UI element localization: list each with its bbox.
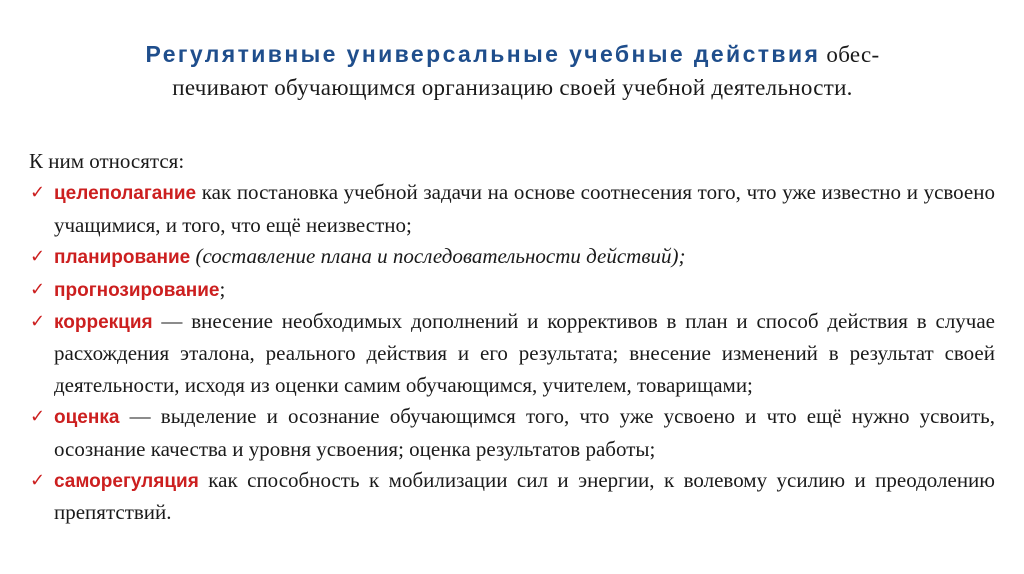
slide-content: [29, 146, 995, 529]
item-text: как способность к мобилизации сил и энергии, к волевому усилию и преодолению препятствий.: [54, 468, 995, 525]
item-text: — выделение и осознание обучающимся того, что уже усвоено и что ещё нужно усвоить, осознание качества и уровня усвоения; оценка результатов работы;: [54, 404, 995, 461]
list-item-goal-setting: [29, 177, 995, 241]
slide-title: [60, 38, 965, 104]
list-item-planning: [29, 241, 995, 273]
check-icon: ✓: [30, 470, 46, 492]
check-icon: ✓: [30, 246, 46, 268]
intro-text: К ним относятся:: [29, 149, 185, 173]
check-icon: ✓: [30, 278, 46, 300]
title-accent: Регулятивные универсальные учебные действия: [145, 41, 821, 67]
term-planning: планирование: [54, 247, 191, 269]
item-text: — внесение необходимых дополнений и коррективов в план и способ действия в случае расхождения эталона, реального действия и его результата; внесение изменений в результат своей деятельности, исходя из оценки самим обучающимся, учителем, товарищами;: [54, 309, 995, 397]
criteria-list: [29, 177, 995, 528]
item-text: как постановка учебной задачи на основе соотнесения того, что уже известно и усвоено учащимися, и того, что ещё неизвестно;: [54, 180, 995, 237]
list-item-correction: [29, 306, 995, 401]
check-icon: ✓: [30, 311, 46, 333]
term-evaluation: оценка: [54, 407, 120, 429]
term-goal-setting: целеполагание: [54, 183, 197, 205]
term-forecasting: прогнозирование: [54, 279, 220, 301]
check-icon: ✓: [30, 406, 46, 428]
item-text: ;: [219, 276, 226, 301]
check-icon: ✓: [30, 182, 46, 204]
list-item-self-regulation: [29, 465, 995, 529]
term-self-regulation: саморегуляция: [54, 471, 199, 493]
list-item-forecasting: [29, 274, 995, 306]
list-item-evaluation: [29, 401, 995, 465]
item-note: (составление плана и последовательности действий);: [190, 244, 686, 269]
term-correction: коррекция: [54, 312, 153, 334]
title-line1-rest: обес-: [820, 42, 880, 67]
title-line2: печивают обучающимся организацию своей учебной деятельности.: [172, 75, 853, 100]
